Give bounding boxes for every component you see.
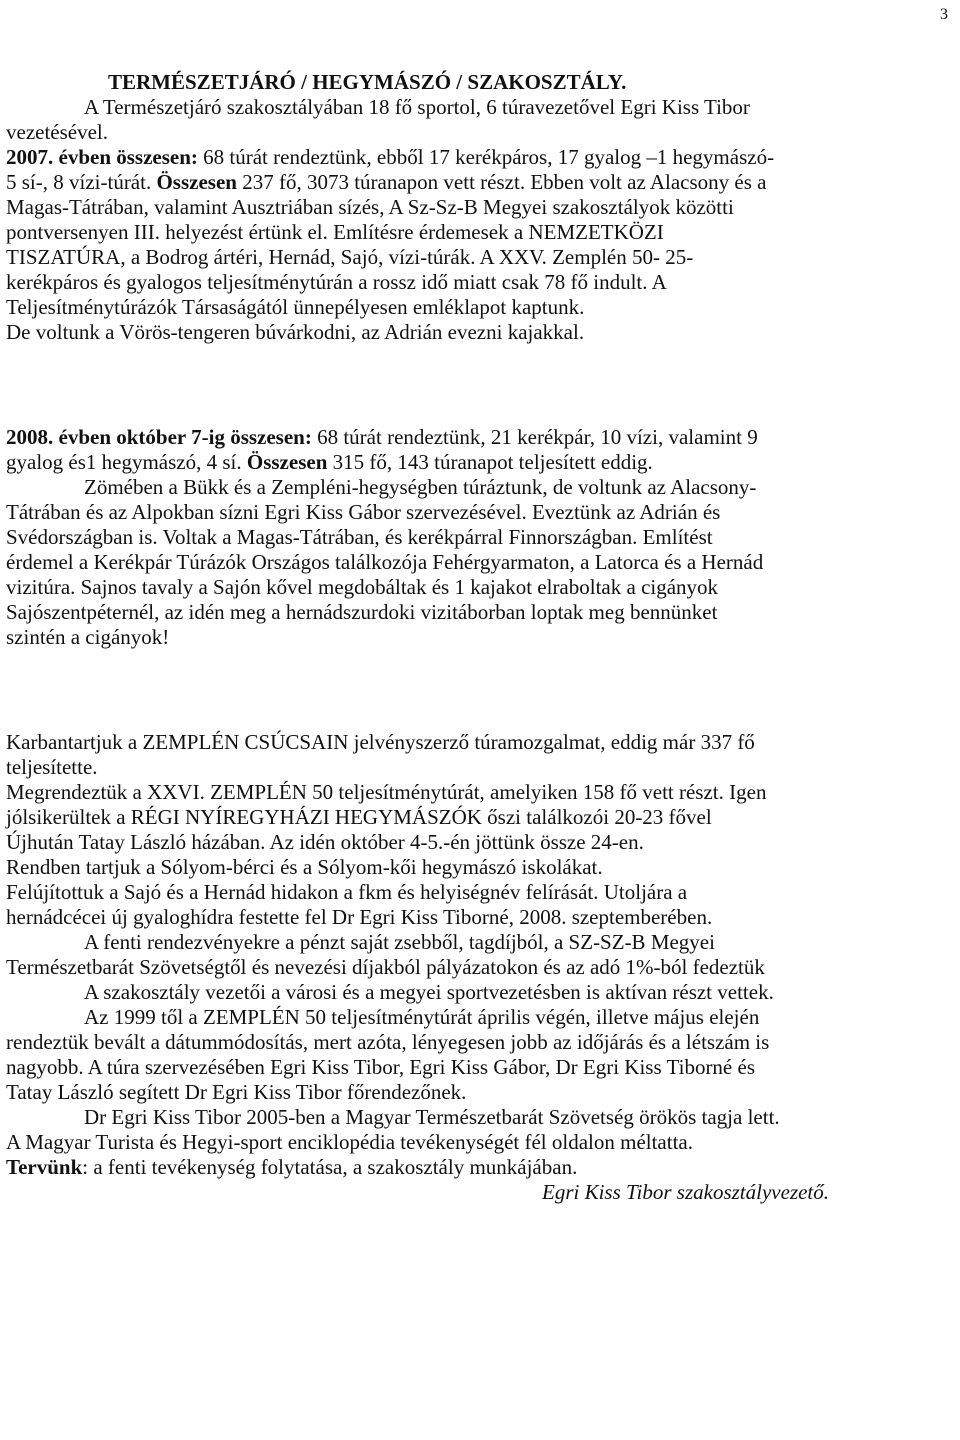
paragraph-line: Teljesítménytúrázók Társaságától ünnepélyesen emléklapot kaptunk. bbox=[6, 295, 585, 319]
paragraph-line: teljesítette. bbox=[6, 755, 98, 779]
paragraph-line: Természetbarát Szövetségtől és nevezési díjakból pályázatokon és az adó 1%-ból fedeztük bbox=[6, 955, 765, 979]
paragraph-line: rendeztük bevált a dátummódosítás, mert azóta, lényegesen jobb az időjárás és a létszám is bbox=[6, 1030, 770, 1054]
paragraph-line: Karbantartjuk a ZEMPLÉN CSÚCSAIN jelvényszerző túramozgalmat, eddig már 337 fő bbox=[6, 730, 755, 754]
paragraph-line: vezetésével. bbox=[6, 120, 109, 144]
plan-label: Tervünk bbox=[6, 1155, 83, 1179]
paragraph-line: Újhután Tatay László házában. Az idén október 4-5.-én jöttünk össze 24-en. bbox=[6, 830, 644, 854]
paragraph-line: 2008. évben október 7-ig összesen: 68 túrát rendeztünk, 21 kerékpár, 10 vízi, valamint 9 bbox=[6, 425, 758, 449]
paragraph-line: Az 1999 től a ZEMPLÉN 50 teljesítménytúrát április végén, illetve május elején bbox=[84, 1005, 760, 1029]
document-body bbox=[6, 70, 954, 1205]
paragraph-line: gyalog és1 hegymászó, 4 sí. Összesen 315 fő, 143 túranapot teljesített eddig. bbox=[6, 450, 653, 474]
paragraph-line: vizitúra. Sajnos tavaly a Sajón kővel megdobáltak és 1 kajakot elraboltak a cigányok bbox=[6, 575, 719, 599]
paragraph-line: Magas-Tátrában, valamint Ausztriában sízés, A Sz-Sz-B Megyei szakosztályok közötti bbox=[6, 195, 734, 219]
paragraph-line: De voltunk a Vörös-tengeren búvárkodni, az Adrián evezni kajakkal. bbox=[6, 320, 585, 344]
section-2008 bbox=[6, 425, 954, 650]
paragraph-line: A Természetjáró szakosztályában 18 fő sportol, 6 túravezetővel Egri Kiss Tibor bbox=[84, 95, 750, 119]
paragraph-line: Dr Egri Kiss Tibor 2005-ben a Magyar Természetbarát Szövetség örökös tagja lett. bbox=[84, 1105, 780, 1129]
paragraph-line: jólsikerültek a RÉGI NYÍREGYHÁZI HEGYMÁSZÓK őszi találkozói 20-23 fővel bbox=[6, 805, 712, 829]
paragraph-line: kerékpáros és gyalogos teljesítménytúrán a rossz idő miatt csak 78 fő indult. A bbox=[6, 270, 667, 294]
paragraph-line: Zömében a Bükk és a Zempléni-hegységben túráztunk, de voltunk az Alacsony- bbox=[84, 475, 757, 499]
signature: Egri Kiss Tibor szakosztályvezető. bbox=[542, 1180, 830, 1204]
paragraph-line: Felújítottuk a Sajó és a Hernád hidakon a fkm és helyiségnév felírását. Utoljára a bbox=[6, 880, 688, 904]
paragraph-line: Sajószentpéternél, az idén meg a hernádszurdoki vizitáborban loptak meg bennünket bbox=[6, 600, 718, 624]
total-label: Összesen bbox=[246, 450, 328, 474]
paragraph-line: Svédországban is. Voltak a Magas-Tátrában, és kerékpárral Finnországban. Említést bbox=[6, 525, 713, 549]
paragraph-line: 5 sí-, 8 vízi-túrát. Összesen 237 fő, 3073 túranapon vett részt. Ebben volt az Alacsony és a bbox=[6, 170, 767, 194]
paragraph-line: Tatay László segített Dr Egri Kiss Tibor főrendezőnek. bbox=[6, 1080, 467, 1104]
section-heading: TERMÉSZETJÁRÓ / HEGYMÁSZÓ / SZAKOSZTÁLY. bbox=[108, 70, 627, 94]
paragraph-line: TISZATÚRA, a Bodrog ártéri, Hernád, Sajó, vízi-túrák. A XXV. Zemplén 50- 25- bbox=[6, 245, 694, 269]
paragraph-line: Tátrában és az Alpokban sízni Egri Kiss Gábor szervezésével. Eveztünk az Adrián és bbox=[6, 500, 721, 524]
paragraph-line: 2007. évben összesen: 68 túrát rendeztünk, ebből 17 kerékpáros, 17 gyalog –1 hegymászó- bbox=[6, 145, 775, 169]
paragraph-line: hernádcécei új gyaloghídra festette fel Dr Egri Kiss Tiborné, 2008. szeptemberében. bbox=[6, 905, 713, 929]
year-summary-label: 2007. évben összesen: bbox=[6, 145, 198, 169]
paragraph-line: A fenti rendezvényekre a pénzt saját zsebből, tagdíjból, a SZ-SZ-B Megyei bbox=[84, 930, 715, 954]
year-summary-label: 2008. évben október 7-ig összesen: bbox=[6, 425, 312, 449]
paragraph-line: Rendben tartjuk a Sólyom-bérci és a Sólyom-kői hegymászó iskolákat. bbox=[6, 855, 603, 879]
section-activities bbox=[6, 730, 954, 1205]
section-2007 bbox=[6, 70, 954, 345]
total-label: Összesen bbox=[156, 170, 237, 194]
paragraph-line: nagyobb. A túra szervezésében Egri Kiss Tibor, Egri Kiss Gábor, Dr Egri Kiss Tiborné és bbox=[6, 1055, 755, 1079]
paragraph-line: pontversenyen III. helyezést értünk el. Említésre érdemesek a NEMZETKÖZI bbox=[6, 220, 664, 244]
paragraph-line: A Magyar Turista és Hegyi-sport enciklopédia tevékenységét fél oldalon méltatta. bbox=[6, 1130, 693, 1154]
page-number: 3 bbox=[940, 6, 948, 23]
paragraph-line: szintén a cigányok! bbox=[6, 625, 170, 649]
paragraph-line: érdemel a Kerékpár Túrázók Országos találkozója Fehérgyarmaton, a Latorca és a Hernád bbox=[6, 550, 764, 574]
paragraph-line: Tervünk: a fenti tevékenység folytatása, a szakosztály munkájában. bbox=[6, 1155, 578, 1179]
paragraph-line: Megrendeztük a XXVI. ZEMPLÉN 50 teljesítménytúrát, amelyiken 158 fő vett részt. Igen bbox=[6, 780, 767, 804]
paragraph-line: A szakosztály vezetői a városi és a megyei sportvezetésben is aktívan részt vettek. bbox=[84, 980, 774, 1004]
